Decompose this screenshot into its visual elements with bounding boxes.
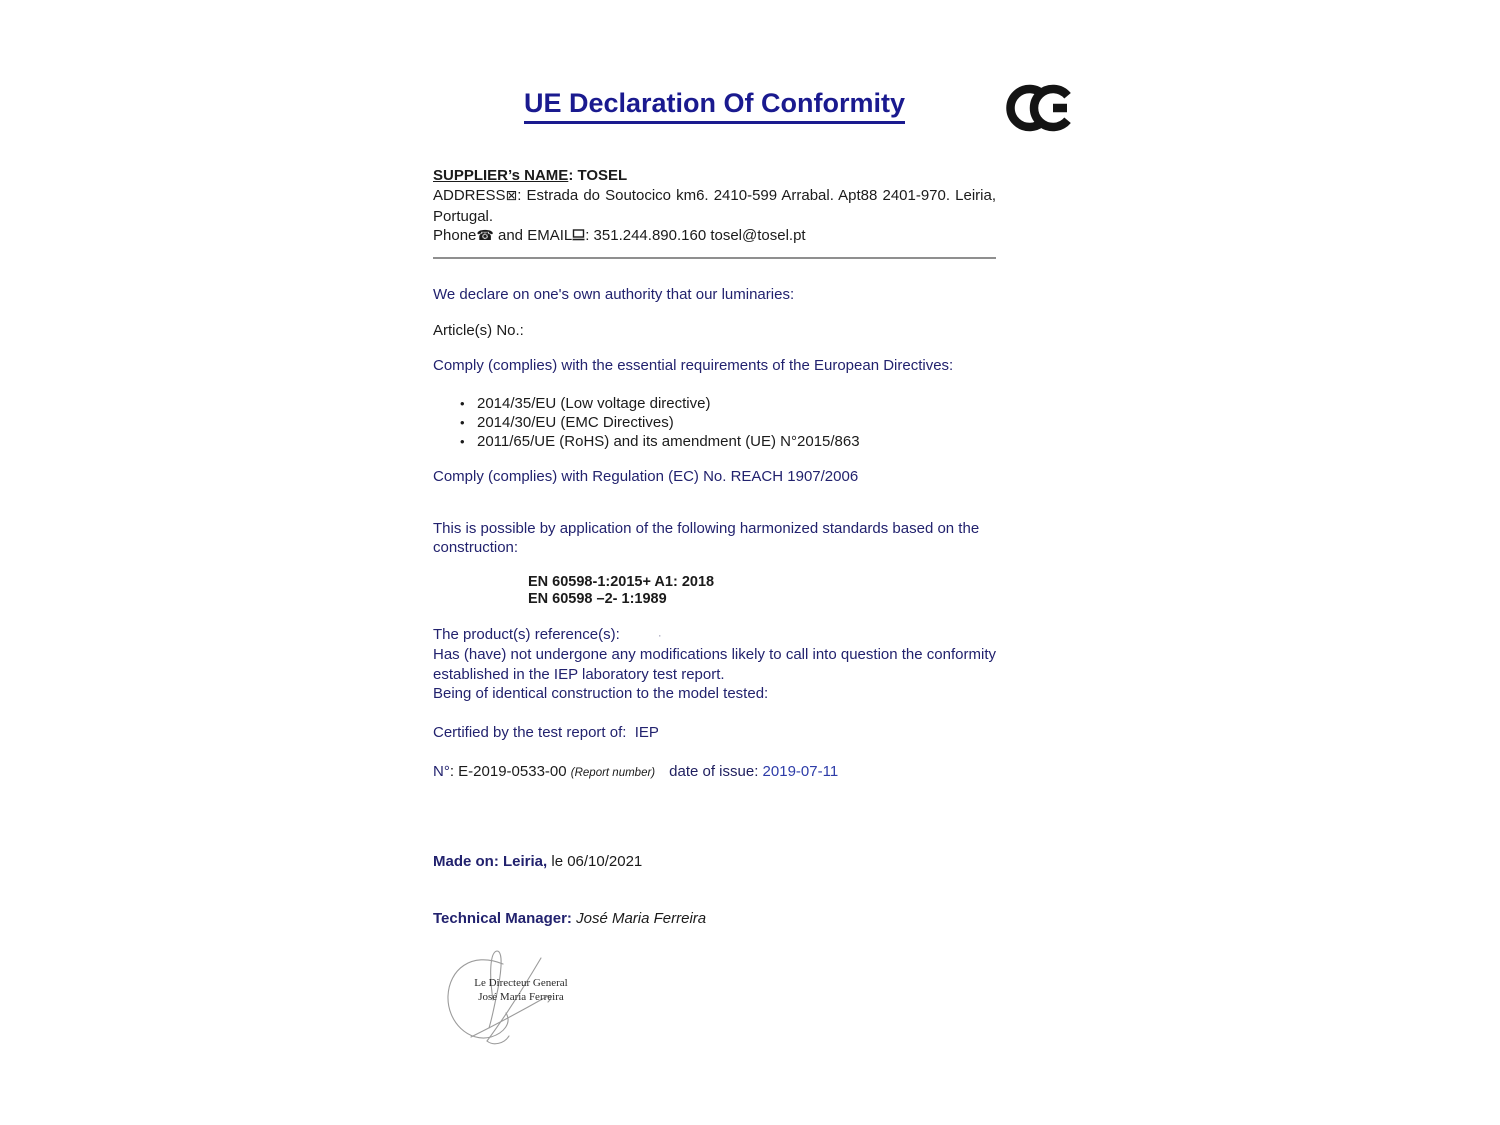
contact-value: : 351.244.890.160 tosel@tosel.pt	[585, 227, 806, 245]
address-label: ADDRESS	[433, 186, 506, 204]
product-reference-block	[433, 625, 996, 704]
signature-block	[443, 948, 573, 1048]
issue-date-label: date of issue:	[669, 763, 763, 781]
faint-mark: ·	[657, 627, 662, 642]
standards-list	[528, 574, 996, 609]
made-on-line	[433, 852, 996, 872]
technical-manager-value: José Maria Ferreira	[571, 910, 707, 928]
supplier-block	[433, 166, 996, 247]
technical-manager-line	[433, 909, 996, 929]
phone-label: Phone	[433, 227, 477, 245]
signature-name: José Maria Ferreira	[478, 991, 564, 1003]
technical-manager-label: Technical Manager:	[433, 910, 572, 928]
address-value: : Estrada do Soutocico km6. 2410-599 Arrabal. Apt88 2401-970. Leiria, Portugal.	[433, 186, 996, 225]
supplier-contact-line	[433, 226, 996, 247]
certified-line: Certified by the test report of: IEP	[433, 723, 659, 741]
standard-item: EN 60598-1:2015+ A1: 2018	[528, 573, 715, 590]
report-n-label: N°	[433, 763, 450, 781]
product-reference-line	[433, 625, 996, 646]
report-line	[433, 762, 996, 784]
ce-mark-icon	[1006, 84, 1072, 132]
standard-item: EN 60598 –2- 1:1989	[528, 591, 667, 608]
issue-date-value: 2019-07-11	[762, 763, 839, 781]
comply-directives-line: Comply (complies) with the essential requirements of the European Directives:	[433, 357, 954, 374]
harmonized-intro: This is possible by application of the following harmonized standards based on the construction:	[433, 519, 980, 557]
comply-reach-line: Comply (complies) with Regulation (EC) No. REACH 1907/2006	[433, 468, 859, 486]
directive-item: • 2014/30/EU (EMC Directives)	[460, 413, 996, 432]
no-modifications-line: Has (have) not undergone any modifications likely to call into question the conformity established in the IEP laboratory test report.	[433, 646, 996, 683]
supplier-address-line	[433, 186, 996, 227]
declaration-intro: We declare on one's own authority that our luminaries:	[433, 286, 795, 303]
product-reference-text: The product(s) reference(s):	[433, 625, 620, 643]
title-wrap	[433, 88, 996, 124]
supplier-name-label: SUPPLIER’s NAME	[433, 167, 569, 184]
envelope-icon: ⊠	[505, 187, 518, 204]
report-note: (Report number)	[570, 767, 656, 780]
articles-line: Article(s) No.:	[433, 321, 524, 339]
declaration-body	[433, 278, 996, 929]
directive-item: • 2011/65/UE (RoHS) and its amendment (UE) N°2015/863	[460, 432, 996, 451]
phone-icon: ☎	[476, 228, 494, 245]
directive-item: • 2014/35/EU (Low voltage directive)	[460, 394, 996, 413]
supplier-name-line	[433, 166, 996, 186]
report-number: : E-2019-0533-00	[449, 763, 571, 781]
email-label: and EMAIL	[493, 227, 573, 245]
identical-construction-line: Being of identical construction to the model tested:	[433, 685, 769, 703]
supplier-name-value: : TOSEL	[568, 167, 628, 184]
divider	[433, 257, 996, 259]
signature-text	[471, 976, 571, 1004]
computer-icon	[572, 229, 585, 241]
made-on-value: le 06/10/2021	[547, 852, 643, 870]
directives-list	[433, 394, 996, 452]
signature-title: Le Directeur General	[474, 977, 568, 989]
made-on-label: Made on: Leiria,	[433, 852, 548, 870]
page-title: UE Declaration Of Conformity	[524, 88, 905, 124]
